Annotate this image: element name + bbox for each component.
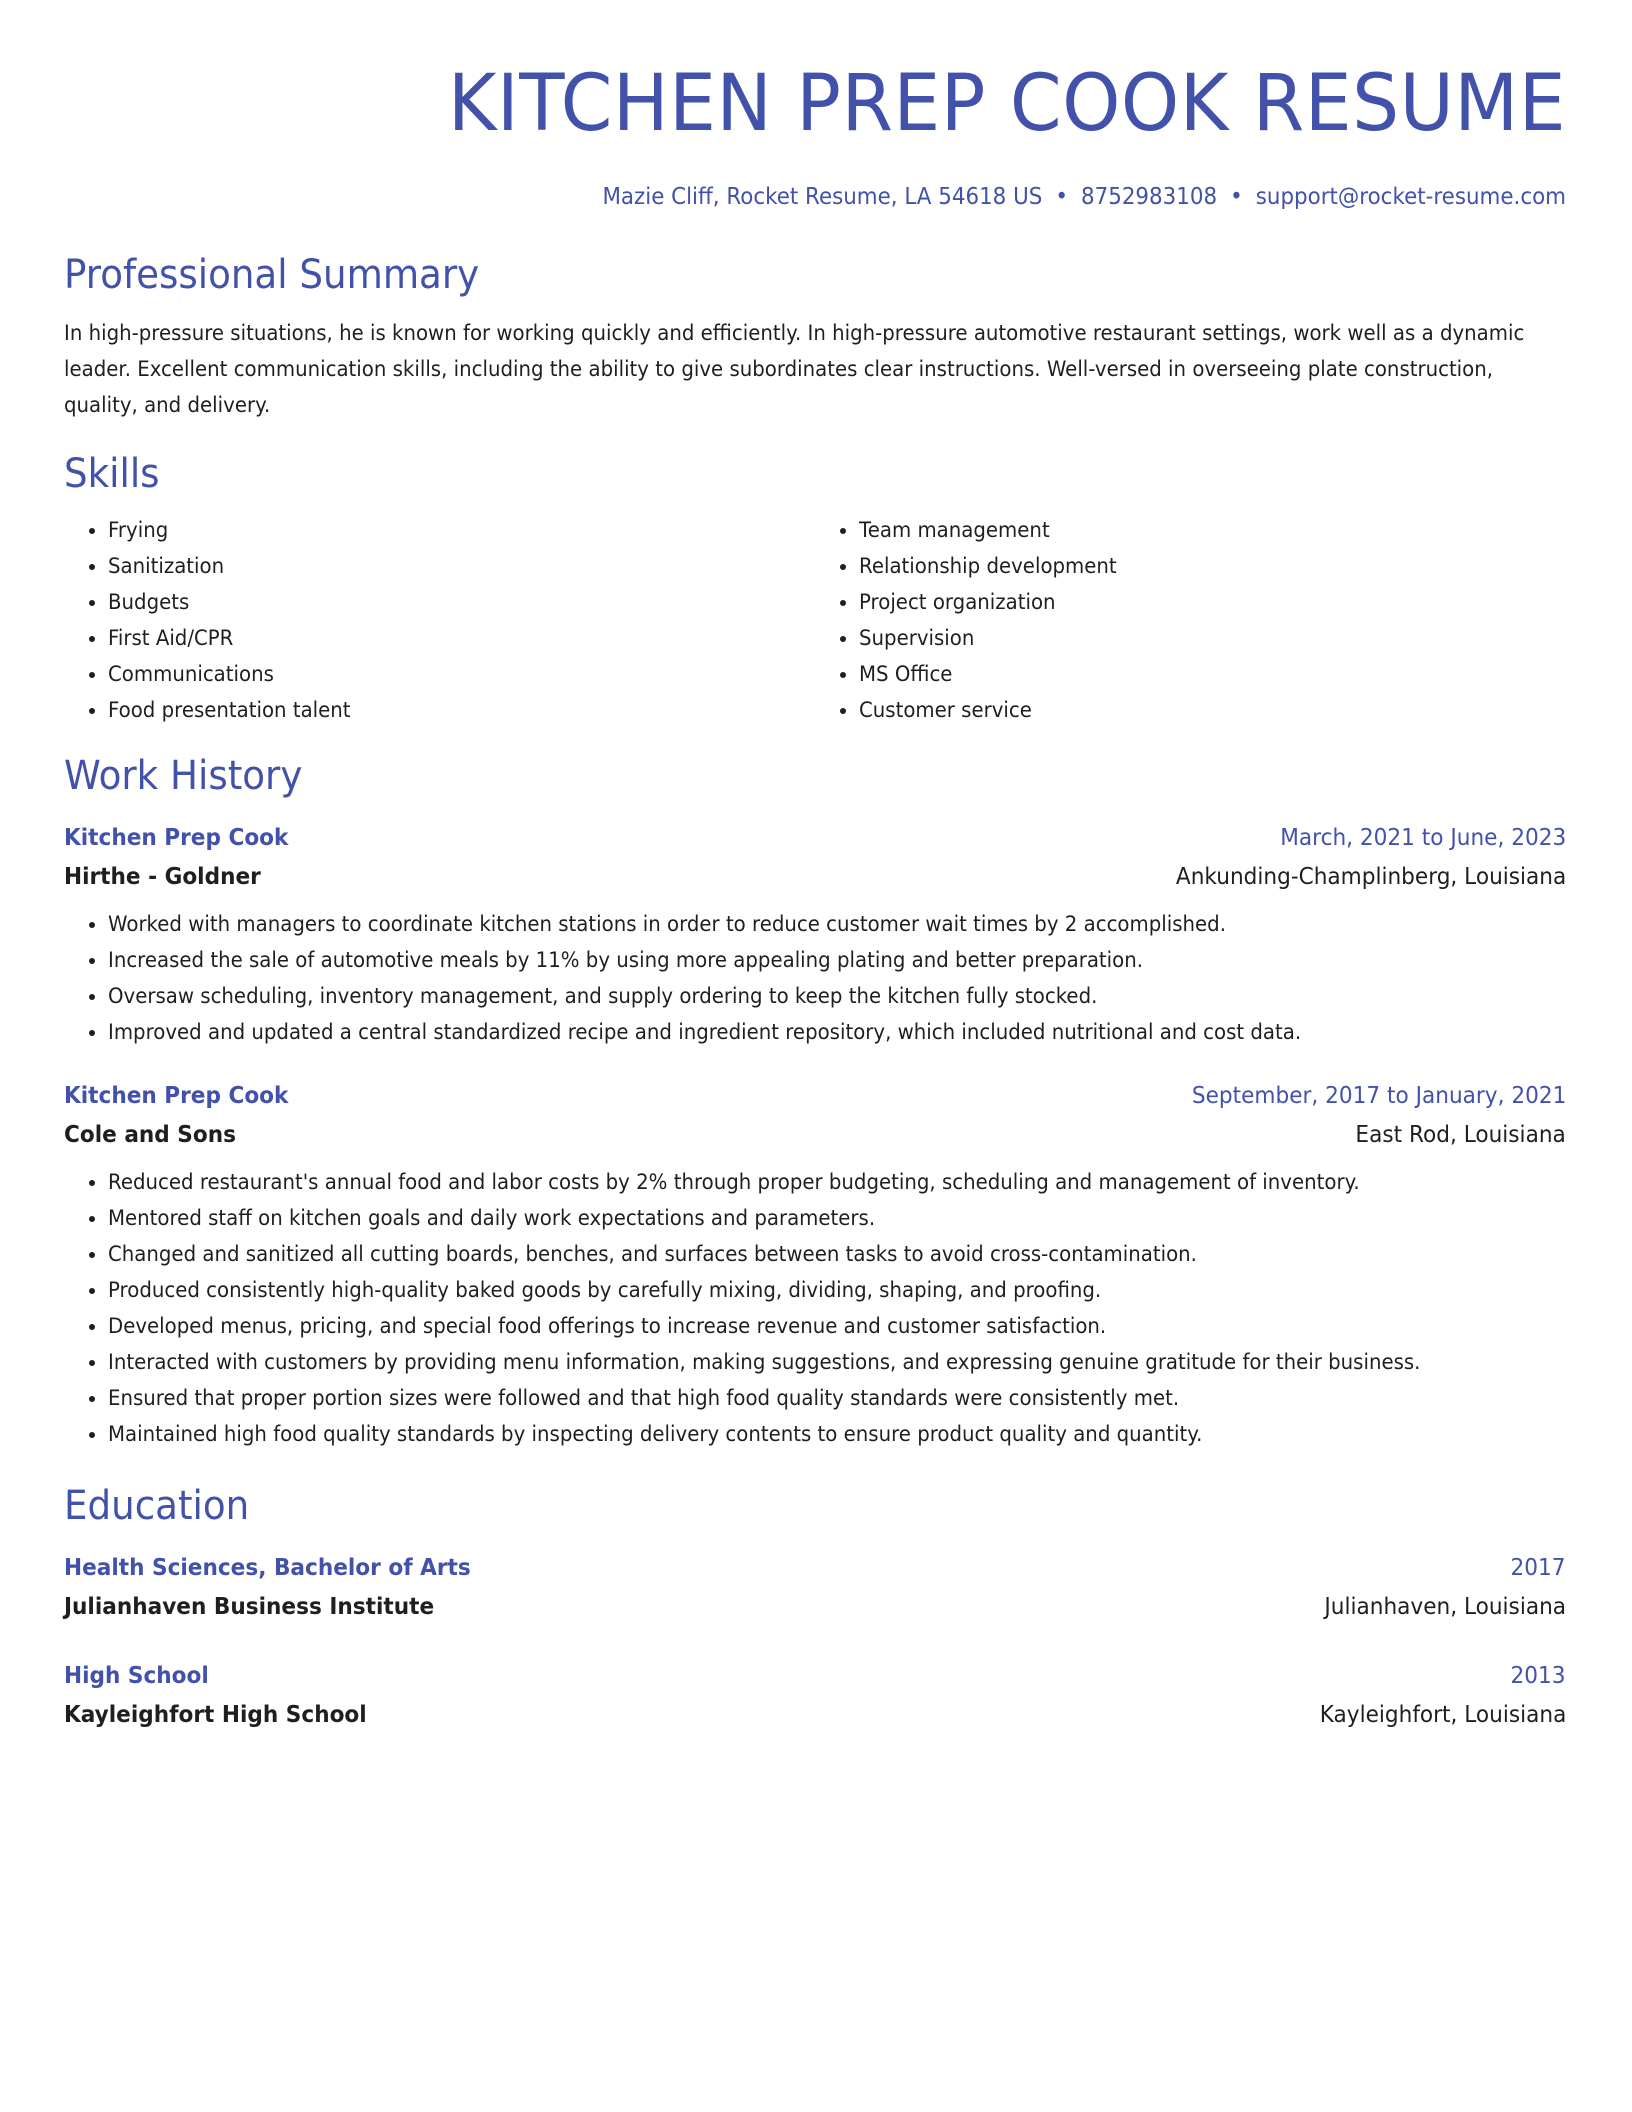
job-company-row (64, 1116, 1566, 1154)
job-title: Kitchen Prep Cook (64, 1083, 289, 1109)
education-school: Julianhaven Business Institute (64, 1594, 435, 1620)
job-company: Hirthe - Goldner (64, 864, 261, 890)
education-school: Kayleighfort High School (64, 1702, 367, 1728)
job-bullet: • Produced consistently high-quality baked goods by carefully mixing, dividing, shaping, and proofing. (108, 1272, 1566, 1308)
education-degree: High School (64, 1663, 209, 1689)
education-year: 2017 (1510, 1555, 1566, 1581)
job-bullet: • Mentored staff on kitchen goals and daily work expectations and parameters. (108, 1200, 1566, 1236)
skill-item: • MS Office (859, 656, 1566, 692)
education-school-row (64, 1696, 1566, 1734)
education-degree-row (64, 1656, 1566, 1696)
job-bullet: • Increased the sale of automotive meals by 11% by using more appealing plating and better preparation. (108, 942, 1566, 978)
resume-title: KITCHEN PREP COOK RESUME (447, 59, 1567, 149)
skill-item: • Customer service (859, 692, 1566, 728)
summary-text: In high-pressure situations, he is known for working quickly and efficiently. In high-pressure automotive restaurant settings, work well as a dynamic leader. Excellent communication skills, including the ability to give subordinates clear instructions. Well-versed in overseeing plate construction, quality, and delivery. (64, 321, 1525, 417)
education-degree: Health Sciences, Bachelor of Arts (64, 1555, 471, 1581)
education-entry (64, 1656, 1566, 1734)
job-company: Cole and Sons (64, 1122, 236, 1148)
work-history-heading: Work History (64, 753, 303, 799)
job-bullet: • Ensured that proper portion sizes were followed and that high food quality standards were consistently met. (108, 1380, 1566, 1416)
job-bullet: • Interacted with customers by providing menu information, making suggestions, and expressing genuine gratitude for their business. (108, 1344, 1566, 1380)
summary-heading: Professional Summary (64, 252, 480, 298)
job-bullet: • Reduced restaurant's annual food and labor costs by 2% through proper budgeting, scheduling and management of inventory. (108, 1164, 1566, 1200)
skill-item: • Communications (108, 656, 815, 692)
education-location: Julianhaven, Louisiana (1324, 1594, 1566, 1620)
job-bullet: • Oversaw scheduling, inventory management, and supply ordering to keep the kitchen fully stocked. (108, 978, 1566, 1014)
job-entry (64, 1076, 1566, 1452)
skill-item: • Food presentation talent (108, 692, 815, 728)
contact-email[interactable]: support@rocket-resume.com (1255, 184, 1566, 210)
contact-separator: • (1230, 184, 1243, 210)
contact-separator: • (1055, 184, 1068, 210)
job-bullet: • Worked with managers to coordinate kitchen stations in order to reduce customer wait times by 2 accomplished. (108, 906, 1566, 942)
skill-item: • Supervision (859, 620, 1566, 656)
job-title-row (64, 1076, 1566, 1116)
education-heading: Education (64, 1483, 250, 1529)
job-bullet: • Maintained high food quality standards by inspecting delivery contents to ensure product quality and quantity. (108, 1416, 1566, 1452)
job-location: East Rod, Louisiana (1355, 1122, 1566, 1148)
skill-item: • First Aid/CPR (108, 620, 815, 656)
job-company-row (64, 858, 1566, 896)
job-dates: September, 2017 to January, 2021 (1191, 1083, 1566, 1109)
education-year: 2013 (1510, 1663, 1566, 1689)
skill-item: • Relationship development (859, 548, 1566, 584)
skill-item: • Sanitization (108, 548, 815, 584)
job-location: Ankunding-Champlinberg, Louisiana (1175, 864, 1566, 890)
education-entry (64, 1548, 1566, 1626)
skill-item: • Frying (108, 512, 815, 548)
contact-line (169, 180, 1566, 214)
job-bullet: • Developed menus, pricing, and special food offerings to increase revenue and customer satisfaction. (108, 1308, 1566, 1344)
skill-item: • Project organization (859, 584, 1566, 620)
job-bullets (64, 906, 1566, 1050)
education-school-row (64, 1588, 1566, 1626)
job-bullet: • Improved and updated a central standardized recipe and ingredient repository, which included nutritional and cost data. (108, 1014, 1566, 1050)
job-bullets (64, 1164, 1566, 1452)
education-degree-row (64, 1548, 1566, 1588)
job-dates: March, 2021 to June, 2023 (1280, 825, 1566, 851)
job-entry (64, 818, 1566, 1050)
job-title: Kitchen Prep Cook (64, 825, 289, 851)
job-bullet: • Changed and sanitized all cutting boards, benches, and surfaces between tasks to avoid cross-contamination. (108, 1236, 1566, 1272)
skill-item: • Budgets (108, 584, 815, 620)
skills-list-right (815, 512, 1566, 728)
skill-item: • Team management (859, 512, 1566, 548)
education-location: Kayleighfort, Louisiana (1319, 1702, 1566, 1728)
skills-grid (64, 512, 1566, 728)
skills-list-left (64, 512, 815, 728)
skills-heading: Skills (64, 451, 160, 497)
contact-phone: 8752983108 (1080, 184, 1218, 210)
contact-address: Mazie Cliff, Rocket Resume, LA 54618 US (602, 184, 1043, 210)
job-title-row (64, 818, 1566, 858)
resume-page (64, 48, 1566, 1734)
